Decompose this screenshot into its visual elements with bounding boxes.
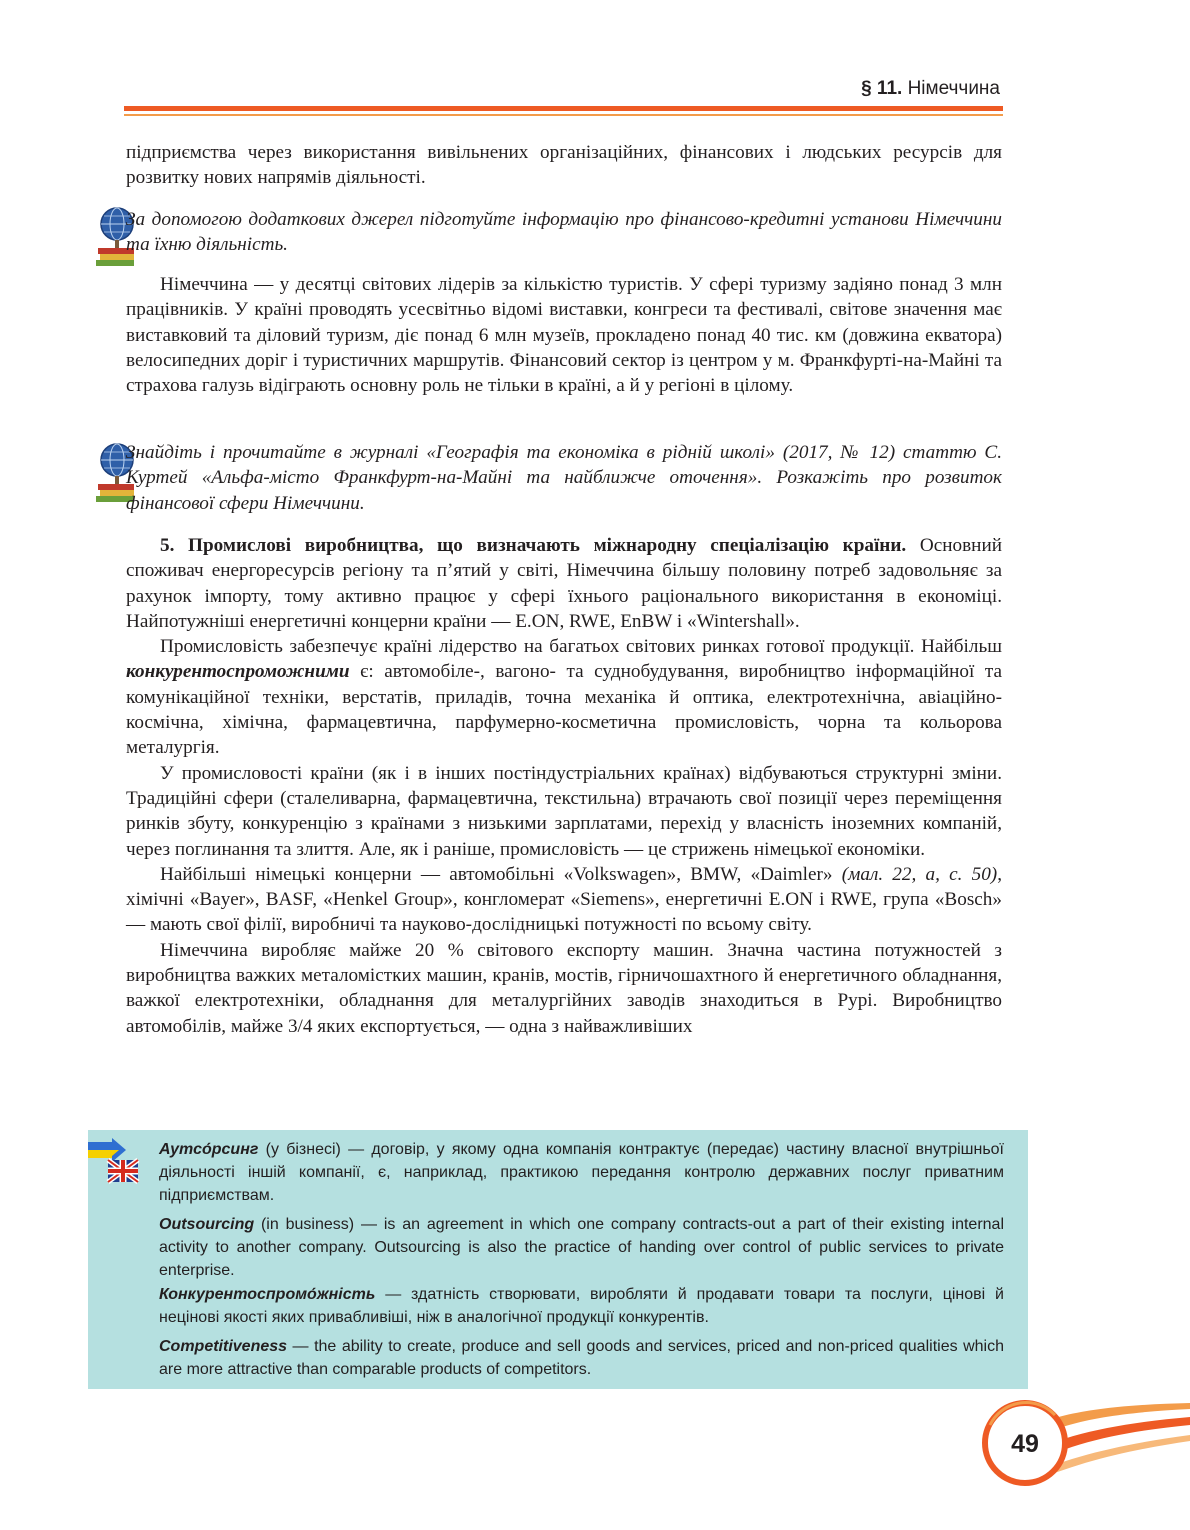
glossary-definition: — здатність створювати, виробляти й продавати товари та послуги, цінові й нецінові якості яких привабливіші, ніж в аналогічної продукції конкурентів. xyxy=(159,1286,1004,1327)
paragraph-continuation xyxy=(126,140,1002,191)
glossary-text xyxy=(159,1138,1004,1386)
header-rule-thick xyxy=(124,106,1003,111)
glossary-definition: — the ability to create, produce and sell goods and services, priced and non-priced qualities which are more attractive than comparable products of competitors. xyxy=(159,1337,1004,1378)
paragraph-concerns xyxy=(126,862,1002,938)
page-number-swoosh xyxy=(960,1395,1190,1505)
glossary-term: Аутсо́рсинг xyxy=(159,1141,259,1158)
ua-uk-flags-icon xyxy=(88,1138,140,1186)
task-text: За допомогою додаткових джерел підготуйте інформацію про фінансово-кредитні установи Німеччини та їхню діяльність. xyxy=(126,209,1002,256)
paragraph-text: , хімічні «Bayer», BASF, «Henkel Group», конгломерат «Siemens», енергетичні E.ON і RWE, група «Bosch» — мають свої філії, виробничі та науково-дослідницькі потужності по всьому світу. xyxy=(126,863,1002,936)
main-body xyxy=(126,533,1002,1039)
paragraph-industry xyxy=(126,533,1002,634)
figure-reference: (мал. 22, а, с. 50) xyxy=(841,863,998,885)
glossary-definition: (in business) — is an agreement in which one company contracts-out a part of their existing internal activity to another company. Outsourcing is also the practice of handing over control of public services to private enterprise. xyxy=(159,1215,1004,1280)
paragraph-tourism xyxy=(126,272,1002,398)
paragraph-machinery: Німеччина виробляє майже 20 % світового експорту машин. Значна частина потужностей з виробництва важких металомістких машин, кранів, мостів, гірничошахтного й енергетичного обладнання, важкої електротехніки, обладнання для металургійних заводів знаходиться в Рурі. Виробництво автомобілів, майже 3/4 яких експортується, — одна з найважливіших xyxy=(126,939,1002,1037)
glossary-definition: (у бізнесі) — договір, у якому одна компанія контрактує (передає) частину власної внутрішньої діяльності іншій компанії, є, наприклад, практикою передання контролю державних послуг приватним підприємствам. xyxy=(159,1141,1004,1205)
glossary-entry xyxy=(159,1213,1004,1283)
paragraph-structural-changes: У промисловості країни (як і в інших постіндустріальних країнах) відбуваються структурні зміни. Традиційні сфери (сталеливарна, фармацевтична, текстильна) втрачають свої позиції через переміщення ринків збуту, конкуренцію з країнами з низькими зарплатами, перехід у власність іноземних компаній, через поглинання та злиття. Але, як і раніше, промисловість — це стрижень німецької економіки. xyxy=(126,762,1002,860)
glossary-entry xyxy=(159,1283,1004,1329)
task-box xyxy=(126,440,1002,516)
glossary-term: Competitiveness xyxy=(159,1337,288,1355)
key-term: конкурентоспроможними xyxy=(126,661,350,683)
section-heading: 5. Промислові виробництва, що визначають міжнародну спеціалізацію країни. xyxy=(160,535,907,556)
task-box xyxy=(126,207,1002,258)
paragraph-text: Основний споживач енергоресурсів регіону та п’ятий у світі, Німеччина більшу половину потреб задовольняє за рахунок імпорту, тому активно працює у сфері їхнього раціонального використання в економіці. Найпотужніші енергетичні концерни країни — E.ON, RWE, EnBW і «Wintershall». xyxy=(126,535,1002,632)
paragraph-text: Найбільші німецькі концерни — автомобільні «Volkswagen», BMW, «Daimler» xyxy=(160,863,842,885)
paragraph-text: Промисловість забезпечує країні лідерство на багатьох світових ринках готової продукції. Найбільш xyxy=(160,636,1002,658)
glossary-entry xyxy=(159,1138,1004,1208)
running-header xyxy=(124,78,1000,100)
page-number: 49 xyxy=(1011,1430,1039,1458)
paragraph-text: Німеччина — у десятці світових лідерів за кількістю туристів. У сфері туризму задіяно понад 3 млн працівників. У країні проводять усесвітньо відомі виставки, конгреси та фестивалі, світове значення має виставковий та діловий туризм, діє понад 6 млн музеїв, прокладено понад 40 тис. км (довжина екватора) велосипедних доріг і туристичних маршрутів. Фінансовий сектор із центром у м. Франкфурті-на-Майні та страхова галузь відіграють основну роль не тільки в країні, а й у регіоні в цілому. xyxy=(126,274,1002,397)
task-text: Знайдіть і прочитайте в журналі «Географія та економіка в рідній школі» (2017, № 12) статтю С. Куртей «Альфа-місто Франкфурт-на-Майні та найближче оточення». Розкажіть про розвиток фінансової сфери Німеччини. xyxy=(126,442,1002,514)
section-number: § 11. xyxy=(861,78,903,99)
glossary-term: Outsourcing xyxy=(159,1215,255,1233)
glossary-entry xyxy=(159,1335,1004,1381)
paragraph-text: підприємства через використання вивільнених організаційних, фінансових і людських ресурсів для розвитку нових напрямів діяльності. xyxy=(126,142,1002,189)
glossary-term: Конкурентоспромо́жність xyxy=(159,1286,376,1304)
header-rule-thin xyxy=(124,114,1003,116)
paragraph-text: є: автомобіле-, вагоно- та суднобудування, виробництво інформаційної та комунікаційної техніки, верстатів, приладів, точна механіка й оптика, електротехнічна, авіаційно-космічна, хімічна, фармацевтична, парфумерно-косметична промисловість, чорна та кольорова металургія. xyxy=(126,661,1002,759)
paragraph-competitiveness xyxy=(126,634,1002,760)
section-title: Німеччина xyxy=(907,78,1000,99)
